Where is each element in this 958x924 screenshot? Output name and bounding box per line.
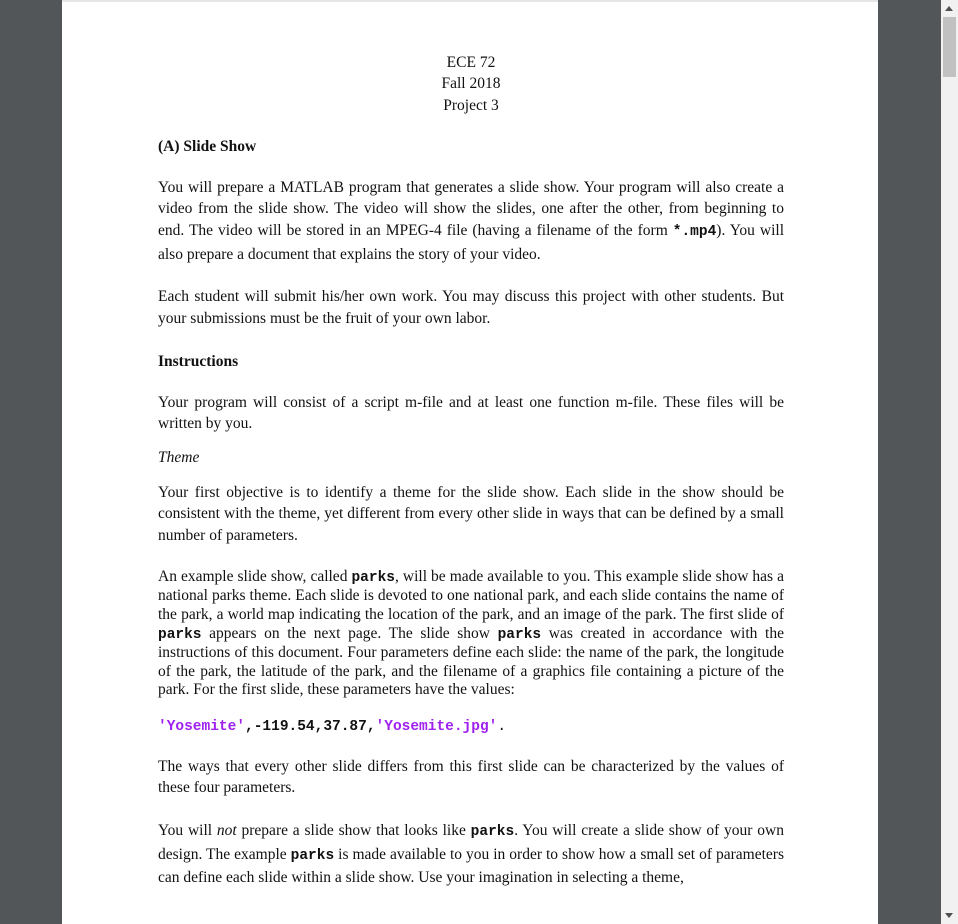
code-parks: parks <box>290 847 335 864</box>
paragraph-differences: The ways that every other slide differs from this first slide can be characterized by the values of these four parameters. <box>158 757 784 797</box>
scrollbar-thumb[interactable] <box>943 17 956 77</box>
text: An example slide show, called <box>158 567 352 585</box>
text: , will be made available to you. This example slide show has a national parks theme. Each slide is devoted to one national park, and each slide contains the name of the park, a world map indicating the location of the park, and an image of the park. The first slide of <box>158 567 784 623</box>
paragraph-own-design <box>158 820 784 890</box>
code-mp4: *.mp4 <box>672 224 717 240</box>
text: is made available to you in order to show how a small set of parameters can define each slide within a slide show. Use your imagination in selecting a theme, <box>158 845 784 887</box>
page-top-edge <box>62 0 878 2</box>
code-example-line <box>158 717 784 739</box>
paragraph-intro <box>158 177 784 266</box>
paragraph-parks-example <box>158 568 784 700</box>
term: Fall 2018 <box>441 75 501 93</box>
code-period: . <box>497 718 507 735</box>
string-yosemite: 'Yosemite' <box>158 718 246 735</box>
code-numbers: ,-119.54,37.87, <box>245 718 376 735</box>
text: You will prepare a MATLAB program that generates a slide show. Your program will also create a video from the slide show. The video will show the slides, one after the other, from beginning to end. The video will be stored in an MPEG-4 file (having a filename of the form <box>158 178 784 239</box>
emphasis-not: not <box>216 822 237 839</box>
text: appears on the next page. The slide show <box>201 624 498 642</box>
code-parks: parks <box>351 569 395 586</box>
code-parks: parks <box>497 626 542 643</box>
paragraph-program: Your program will consist of a script m-file and at least one function m-file. These files will be written by you. <box>158 393 784 433</box>
theme-title: Theme <box>158 448 200 466</box>
text: ). You will also prepare a document that explains the story of your video. <box>158 222 785 263</box>
section-a-title: (A) Slide Show <box>158 137 257 155</box>
text: prepare a slide show that looks like <box>236 822 471 839</box>
page-content <box>158 52 784 890</box>
scroll-up-arrow-icon[interactable] <box>945 6 953 11</box>
code-parks: parks <box>158 626 202 643</box>
scroll-down-arrow-icon[interactable] <box>945 913 953 918</box>
string-yosemite-jpg: 'Yosemite.jpg' <box>375 718 498 735</box>
code-parks: parks <box>470 824 515 840</box>
project-number: Project 3 <box>443 96 499 114</box>
paragraph-own-work: Each student will submit his/her own work. You may discuss this project with other students. But your submissions must be the fruit of your own labor. <box>158 288 784 328</box>
text: You will <box>158 822 217 839</box>
document-page <box>62 0 878 924</box>
text: was created in accordance with the instructions of this document. Four parameters define each slide: the name of the park, the longitude of the park, the latitude of the park, and the filename of a graphics file containing a picture of the park. For the first slide, these parameters have the values: <box>158 624 784 699</box>
document-header <box>158 52 784 116</box>
course-name: ECE 72 <box>446 54 496 71</box>
text: . You will create a slide show of your own design. The example <box>158 822 784 863</box>
paragraph-theme: Your first objective is to identify a theme for the slide show. Each slide in the show should be consistent with the theme, yet different from every other slide in ways that can be defined by a small number of parameters. <box>158 483 784 545</box>
instructions-title: Instructions <box>158 352 239 370</box>
vertical-scrollbar[interactable] <box>941 0 958 924</box>
